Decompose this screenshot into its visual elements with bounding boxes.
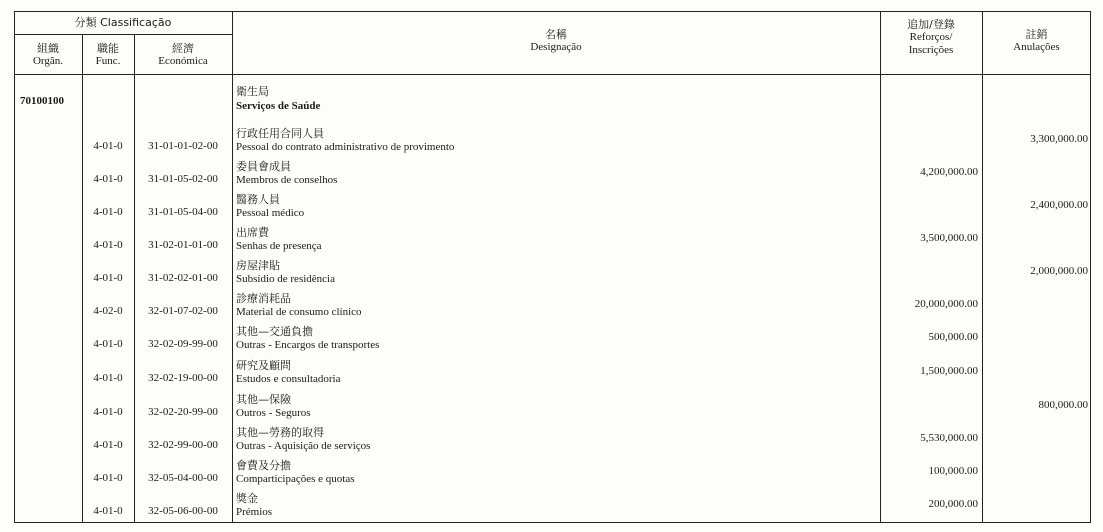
designation-cell <box>236 393 876 420</box>
eco-code: 32-02-09-99-00 <box>148 338 218 350</box>
table-row <box>0 193 1103 225</box>
table-row <box>0 292 1103 324</box>
eco-header <box>134 42 232 68</box>
eco-label-zh: 經濟 <box>172 42 194 55</box>
reinforcement-amount: 500,000.00 <box>928 331 978 343</box>
reinforcement-amount: 5,530,000.00 <box>920 432 978 444</box>
classification-underline <box>14 34 232 35</box>
table-row <box>0 226 1103 258</box>
eco-code: 31-02-02-01-00 <box>148 272 218 284</box>
designation-pt: Pessoal do contrato administrativo de provimento <box>236 141 455 153</box>
func-code: 4-01-0 <box>93 472 123 484</box>
designation-cell <box>236 259 876 286</box>
reinforcement-amount: 200,000.00 <box>928 498 978 510</box>
designation-pt: Subsídio de residência <box>236 273 335 285</box>
reinforcement-amount: 1,500,000.00 <box>920 365 978 377</box>
designation-zh: 研究及顧問 <box>236 359 291 372</box>
eco-code: 32-05-04-00-00 <box>148 472 218 484</box>
func-code: 4-01-0 <box>93 206 123 218</box>
designation-zh: 醫務人員 <box>236 193 280 206</box>
eco-code: 32-02-20-99-00 <box>148 406 218 418</box>
designation-pt: Estudos e consultadoria <box>236 373 341 385</box>
table-row <box>0 492 1103 524</box>
designation-cell <box>236 160 876 187</box>
eco-code: 32-02-19-00-00 <box>148 372 218 384</box>
designation-pt: Outras - Encargos de transportes <box>236 339 380 351</box>
designation-cell <box>236 292 876 319</box>
designation-zh: 委員會成員 <box>236 160 291 173</box>
designation-pt: Membros de conselhos <box>236 174 338 186</box>
eco-label-pt: Económica <box>158 55 208 67</box>
table-row <box>0 259 1103 291</box>
eco-code: 32-05-06-00-00 <box>148 505 218 517</box>
table-row <box>0 325 1103 357</box>
func-code: 4-01-0 <box>93 239 123 251</box>
func-code: 4-01-0 <box>93 372 123 384</box>
designation-label-pt: Designação <box>530 41 582 53</box>
designation-cell <box>236 492 876 519</box>
organ-label-pt: Orgân. <box>32 55 64 67</box>
annulment-label-pt: Anulações <box>1013 41 1060 53</box>
func-label-pt: Func. <box>95 55 121 67</box>
func-code: 4-01-0 <box>93 505 123 517</box>
organ-name-pt: Serviços de Saúde <box>236 100 321 112</box>
annulment-label-zh: 註銷 <box>1025 28 1048 41</box>
table-row <box>0 359 1103 391</box>
eco-code: 31-01-05-02-00 <box>148 173 218 185</box>
designation-zh: 會費及分擔 <box>236 459 291 472</box>
organ-title <box>236 85 320 113</box>
func-code: 4-01-0 <box>93 173 123 185</box>
designation-zh: 診療消耗品 <box>236 292 291 305</box>
reinforcement-label-pt1: Reforços/ <box>909 31 953 43</box>
designation-cell <box>236 359 876 386</box>
designation-cell <box>236 325 876 352</box>
designation-pt: Pessoal médico <box>236 207 305 219</box>
annulment-amount: 2,400,000.00 <box>1030 199 1088 211</box>
table-row <box>0 426 1103 458</box>
designation-cell <box>236 193 876 220</box>
designation-zh: 其他—保險 <box>236 393 291 406</box>
annulment-amount: 3,300,000.00 <box>1030 133 1088 145</box>
reinforcement-label-zh: 追加/登錄 <box>907 18 955 31</box>
reinforcement-amount: 20,000,000.00 <box>914 298 978 310</box>
designation-cell <box>236 226 876 253</box>
func-header <box>82 42 134 68</box>
designation-pt: Senhas de presença <box>236 240 322 252</box>
eco-code: 31-02-01-01-00 <box>148 239 218 251</box>
designation-zh: 出席費 <box>236 226 269 239</box>
reinforcement-header <box>880 18 982 57</box>
designation-zh: 行政任用合同人員 <box>236 127 324 140</box>
func-code: 4-01-0 <box>93 439 123 451</box>
table-row <box>0 459 1103 491</box>
designation-zh: 其他—勞務的取得 <box>236 426 324 439</box>
organ-label-zh: 組織 <box>37 42 59 55</box>
designation-zh: 其他—交通負擔 <box>236 325 313 338</box>
reinforcement-amount: 100,000.00 <box>928 465 978 477</box>
table-row <box>0 127 1103 159</box>
designation-cell <box>236 426 876 453</box>
table-row <box>0 160 1103 192</box>
reinforcement-label-pt2: Inscrições <box>908 44 954 56</box>
designation-label-zh: 名稱 <box>545 28 567 41</box>
classification-header <box>14 16 232 30</box>
designation-pt: Prémios <box>236 506 273 518</box>
designation-pt: Outros - Seguros <box>236 407 311 419</box>
eco-code: 32-01-07-02-00 <box>148 305 218 317</box>
designation-pt: Material de consumo clínico <box>236 306 362 318</box>
designation-zh: 獎金 <box>236 492 258 505</box>
designation-header <box>232 28 880 54</box>
annulment-amount: 2,000,000.00 <box>1030 265 1088 277</box>
table-row <box>0 393 1103 425</box>
func-code: 4-01-0 <box>93 338 123 350</box>
designation-cell <box>236 127 876 154</box>
reinforcement-amount: 4,200,000.00 <box>920 166 978 178</box>
organ-code: 70100100 <box>20 95 64 107</box>
designation-pt: Comparticipações e quotas <box>236 473 355 485</box>
header-bottom-line <box>14 74 1091 75</box>
func-label-zh: 職能 <box>97 42 119 55</box>
classification-label: 分類 Classificação <box>74 16 172 29</box>
designation-zh: 房屋津貼 <box>236 259 280 272</box>
eco-code: 31-01-01-02-00 <box>148 140 218 152</box>
annulment-header <box>982 28 1091 54</box>
designation-pt: Outras - Aquisição de serviços <box>236 440 371 452</box>
eco-code: 31-01-05-04-00 <box>148 206 218 218</box>
designation-cell <box>236 459 876 486</box>
organ-header <box>14 42 82 68</box>
func-code: 4-01-0 <box>93 140 123 152</box>
func-code: 4-02-0 <box>93 305 123 317</box>
func-code: 4-01-0 <box>93 406 123 418</box>
eco-code: 32-02-99-00-00 <box>148 439 218 451</box>
reinforcement-amount: 3,500,000.00 <box>920 232 978 244</box>
organ-name-zh: 衛生局 <box>236 85 269 98</box>
func-code: 4-01-0 <box>93 272 123 284</box>
annulment-amount: 800,000.00 <box>1038 399 1088 411</box>
